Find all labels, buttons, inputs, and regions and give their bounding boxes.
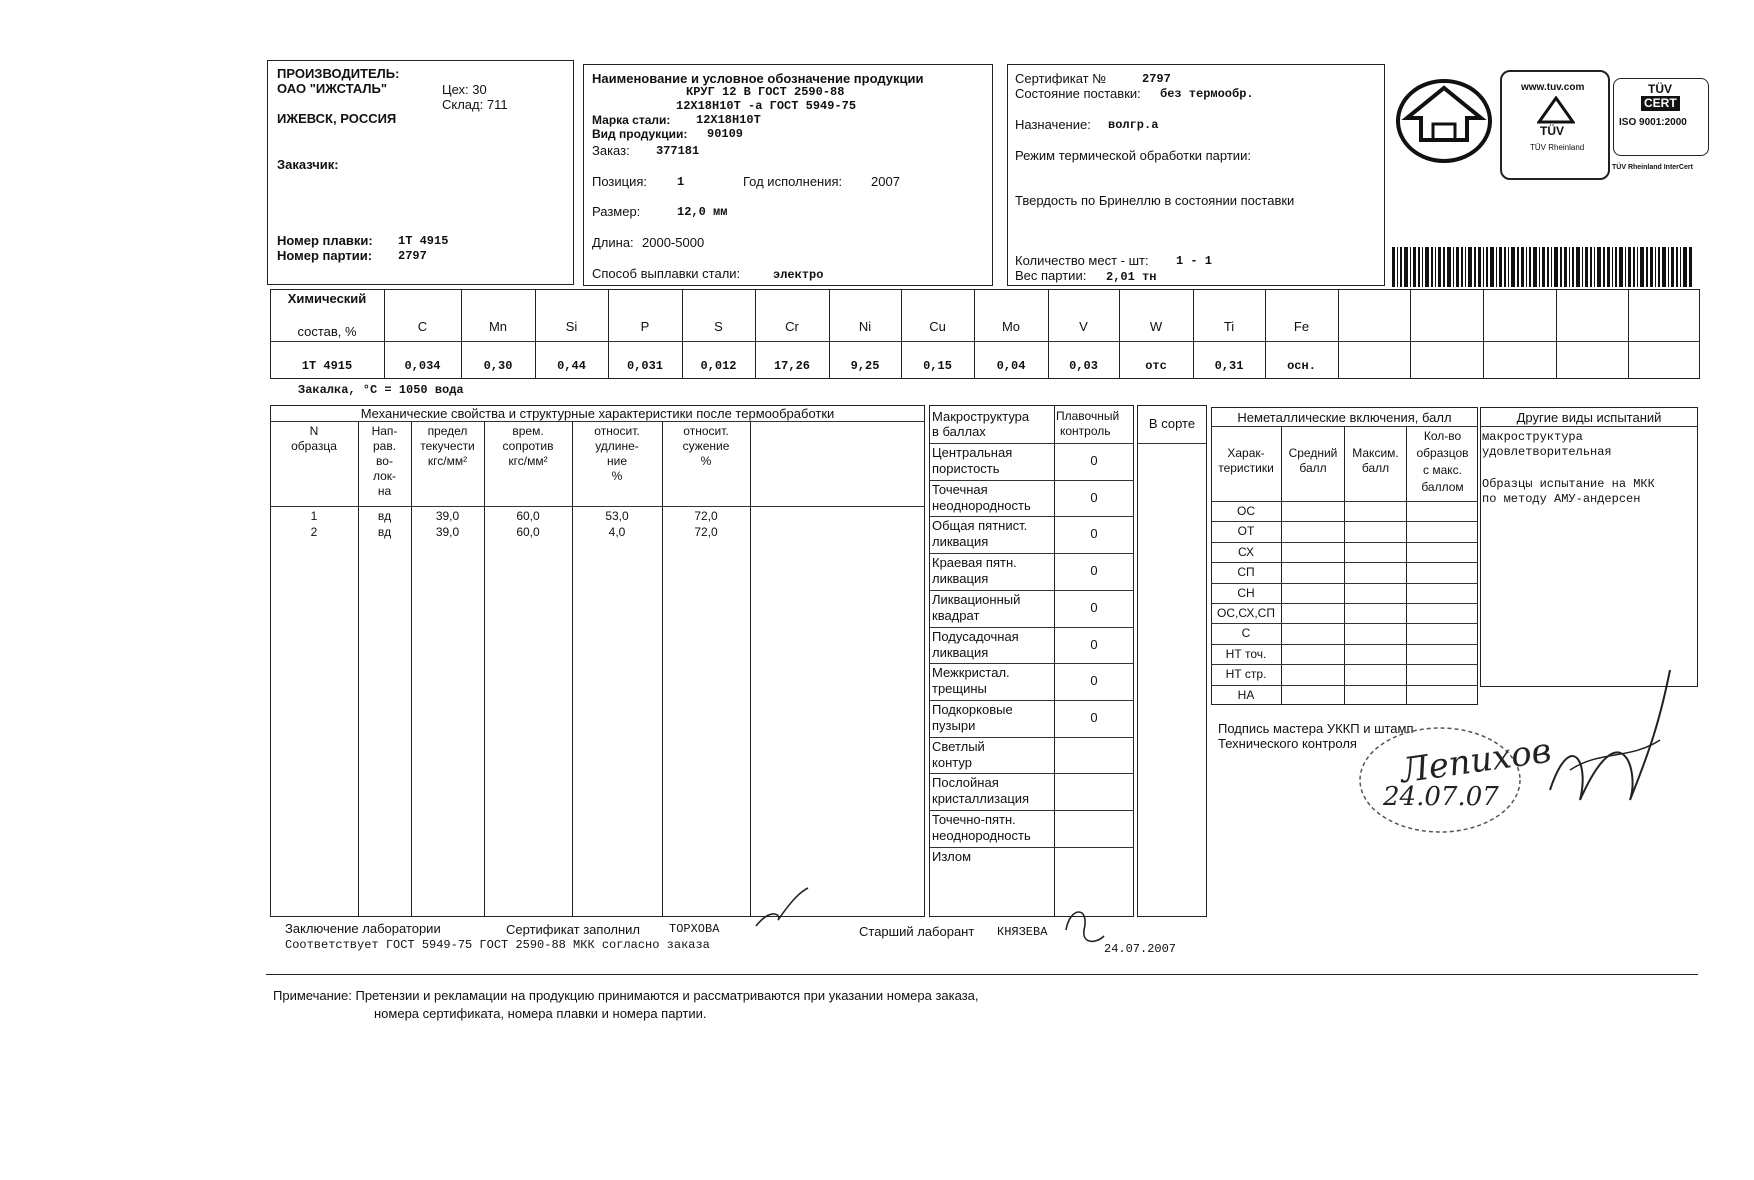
- macro-row: [929, 590, 1134, 627]
- size-label: Размер:: [592, 204, 641, 219]
- mech-header-cell: относит.: [683, 424, 729, 438]
- product-name-line2: 12Х18Н10Т -а ГОСТ 5949-75: [676, 99, 857, 113]
- nonmetal-row-label: ОТ: [1237, 524, 1255, 539]
- nonmetal-row-label: СХ: [1238, 544, 1254, 559]
- tuv-url: www.tuv.com: [1521, 82, 1585, 93]
- other-tests-line2: удовлетворительная: [1482, 445, 1612, 459]
- macro-row: [929, 480, 1134, 517]
- order-label: Заказ:: [592, 143, 630, 158]
- chem-element-value: 0,44: [557, 359, 586, 373]
- macro-row-value: 0: [1090, 489, 1098, 505]
- chem-header-line2: состав, %: [297, 324, 357, 339]
- length-value: 2000-5000: [642, 235, 705, 250]
- macro-row-label: Краевая пятн.: [932, 555, 1017, 571]
- cert-number-value: 2797: [1142, 72, 1171, 86]
- nonmetal-col3-l2: балл: [1361, 461, 1390, 475]
- mechanical-title: Механические свойства и структурные характеристики после термообработки: [360, 406, 835, 421]
- year-value: 2007: [871, 174, 900, 189]
- chem-element-header: C: [417, 319, 428, 334]
- melting-value: электро: [773, 268, 824, 282]
- macro-row-label: Точечная: [932, 481, 988, 497]
- macro-row-value: 0: [1090, 673, 1098, 689]
- batch-label: Номер партии:: [277, 248, 373, 263]
- grade-value: 12Х18Н10Т: [696, 113, 761, 127]
- iso-cert: CERT: [1641, 96, 1680, 111]
- lab-signature-icon: [752, 886, 812, 934]
- chem-element-value: 17,26: [773, 359, 810, 373]
- macro-row-value: 0: [1090, 453, 1098, 468]
- mech-value-cell: 72,0: [694, 509, 718, 523]
- mech-value-cell: вд: [377, 509, 392, 523]
- chem-element-value: 9,25: [850, 359, 880, 373]
- lab-filled-value: ТОРХОВА: [669, 922, 720, 936]
- purpose-value: волгр.а: [1108, 118, 1159, 132]
- chem-element-value: 0,30: [483, 359, 513, 373]
- mech-value-cell: 39,0: [435, 509, 460, 523]
- chem-element-header: Fe: [1293, 319, 1310, 334]
- tuv-name: TÜV: [1540, 124, 1564, 138]
- mech-value-cell: 1: [310, 509, 318, 523]
- melting-label: Способ выплавки стали:: [592, 266, 741, 281]
- nonmetal-col4-l3: с макс.: [1423, 463, 1462, 477]
- size-value: 12,0 мм: [677, 205, 728, 219]
- nonmetal-col2-l1: Средний: [1288, 446, 1338, 460]
- macro-row-value: 0: [1090, 599, 1098, 615]
- macro-header-col1-l1: Макроструктура: [932, 409, 1030, 424]
- mech-header-cell: лок-: [372, 469, 397, 483]
- mech-header-cell: Нап-: [371, 424, 398, 438]
- macro-row: [929, 516, 1134, 553]
- chem-element-header: Si: [565, 319, 578, 334]
- chem-element-header: W: [1149, 319, 1163, 334]
- macro-row-value: 0: [1090, 526, 1098, 542]
- batch-value: 2797: [398, 249, 427, 263]
- macro-row-label-2: ликвация: [932, 571, 989, 587]
- macro-row-label: Общая пятнист.: [932, 518, 1028, 534]
- macro-row: [929, 847, 1134, 884]
- position-value: 1: [677, 175, 685, 189]
- mech-header-cell: на: [377, 484, 392, 498]
- nonmetal-row-label: НА: [1237, 687, 1255, 702]
- other-tests-line4: по методу АМУ-андерсен: [1482, 492, 1641, 506]
- macro-row-label: Ликвационный: [932, 591, 1021, 607]
- chem-element-header: Mo: [1001, 319, 1021, 334]
- tuv-sub: TÜV Rheinland: [1530, 143, 1585, 152]
- senior-signature-icon: [1060, 900, 1110, 950]
- producer-company: ОАО "ИЖСТАЛЬ": [277, 81, 388, 96]
- mech-header-cell: образца: [291, 439, 337, 453]
- mech-header-cell: текучести: [420, 439, 475, 453]
- signature-date-handwritten: 24.07.07: [1383, 782, 1499, 812]
- mech-header-cell: %: [611, 469, 623, 483]
- nonmetal-col4-l4: баллом: [1421, 480, 1464, 494]
- delivery-value: без термообр.: [1160, 87, 1254, 101]
- lab-filled-label: Сертификат заполнил: [506, 922, 641, 937]
- macro-row: [929, 700, 1134, 737]
- macro-row: [929, 663, 1134, 700]
- chem-element-header: P: [640, 319, 650, 334]
- mech-header-cell: кгс/мм²: [508, 454, 548, 468]
- other-tests-line3: Образцы испытание на МКК: [1482, 477, 1655, 491]
- macro-row-label-2: пористость: [932, 461, 1000, 476]
- macro-row: [929, 627, 1134, 664]
- lab-conclusion-label: Заключение лаборатории: [285, 921, 441, 936]
- macro-row-label: Излом: [932, 848, 972, 864]
- heat-treatment-label: Режим термической обработки партии:: [1015, 148, 1251, 163]
- quench-text: Закалка, °С = 1050 вода: [298, 383, 464, 397]
- heat-value: 1Т 4915: [398, 234, 449, 248]
- product-type-label: Вид продукции:: [592, 127, 688, 141]
- mech-header-cell: рав.: [372, 439, 397, 453]
- macro-row-label-2: кристаллизация: [932, 791, 1030, 807]
- nonmetal-title: Неметаллические включения, балл: [1237, 410, 1452, 425]
- nonmetal-row-label: НТ точ.: [1225, 646, 1267, 661]
- izhstal-logo-icon: [1393, 78, 1495, 164]
- macro-header-col3: В сорте: [1148, 416, 1196, 431]
- signature-handwritten: Лепихов: [1397, 730, 1554, 792]
- cert-number-label: Сертификат №: [1015, 71, 1107, 86]
- chem-element-value: 0,034: [404, 359, 441, 373]
- iso-top: TÜV: [1648, 82, 1672, 96]
- mech-header-cell: относит.: [594, 424, 640, 438]
- nonmetal-col3-l1: Максим.: [1352, 446, 1399, 460]
- lab-senior-value: КНЯЗЕВА: [997, 925, 1048, 939]
- position-label: Позиция:: [592, 174, 648, 189]
- macro-row-label-2: трещины: [932, 681, 987, 697]
- nonmetal-col4-l1: Кол-во: [1423, 429, 1462, 443]
- macro-row-label: Центральная: [932, 445, 1013, 460]
- nonmetal-row-label: ОС: [1237, 504, 1255, 518]
- mech-header-cell: сужение: [682, 439, 730, 453]
- length-label: Длина:: [592, 235, 634, 250]
- macro-row-label-2: квадрат: [932, 607, 980, 623]
- mech-header-cell: во-: [376, 454, 393, 468]
- weight-label: Вес партии:: [1015, 268, 1087, 283]
- chem-element-value: отс: [1145, 359, 1167, 373]
- mech-header-cell: %: [700, 454, 712, 468]
- chem-element-header: Cu: [929, 319, 946, 334]
- mech-header-cell: сопротив: [502, 439, 554, 453]
- macro-row-label-2: ликвация: [932, 644, 989, 660]
- macro-header-col2-l2: контроль: [1060, 424, 1111, 438]
- mech-value-cell: 72,0: [694, 525, 718, 539]
- macro-header-col1-l2: в баллах: [932, 424, 986, 439]
- macro-row-label: Послойная: [932, 775, 999, 791]
- note-line1: Примечание: Претензии и рекламации на продукцию принимаются и рассматриваются при указании номера заказа,: [273, 988, 979, 1003]
- mech-header-cell: врем.: [512, 424, 544, 438]
- nonmetal-row-label: НТ стр.: [1225, 667, 1267, 682]
- macro-row: [929, 773, 1134, 810]
- nonmetal-row-label: ОС,СХ,СП: [1217, 606, 1275, 620]
- workshop: Цех: 30: [442, 82, 487, 97]
- lab-date: 24.07.2007: [1104, 942, 1177, 956]
- chem-element-value: 0,31: [1214, 359, 1244, 373]
- mech-header-cell: кгс/мм²: [427, 454, 468, 468]
- other-tests-title: Другие виды испытаний: [1516, 410, 1662, 425]
- macro-row-value: 0: [1090, 709, 1098, 725]
- macro-row: [929, 553, 1134, 590]
- year-label: Год исполнения:: [743, 174, 843, 189]
- macro-row: [929, 443, 1134, 480]
- in-grade-box: [1137, 405, 1207, 917]
- other-tests-line1: макроструктура: [1482, 430, 1583, 444]
- signature-label-1: Подпись мастера УККП и штамп: [1218, 721, 1414, 736]
- producer-city: ИЖЕВСК, РОССИЯ: [277, 111, 397, 126]
- chem-element-header: S: [714, 319, 723, 334]
- mech-value-cell: 4,0: [608, 525, 626, 539]
- macro-row: [929, 737, 1134, 774]
- heat-label: Номер плавки:: [277, 233, 373, 248]
- barcode: [1392, 247, 1694, 287]
- mech-value-cell: 60,0: [516, 525, 540, 539]
- macro-row-label: Светлый: [932, 738, 985, 754]
- warehouse: Склад: 711: [442, 97, 508, 112]
- product-type-value: 90109: [707, 127, 744, 141]
- places-label: Количество мест - шт:: [1015, 253, 1149, 268]
- mech-value-cell: вд: [377, 525, 392, 539]
- nonmetal-row-label: СП: [1237, 565, 1255, 580]
- nonmetal-row-label: С: [1241, 626, 1251, 641]
- nonmetal-row-label: СН: [1237, 585, 1255, 600]
- macro-row-label-2: контур: [932, 754, 972, 770]
- macro-row-label-2: неоднородность: [932, 497, 1031, 513]
- weight-value: 2,01 тн: [1106, 270, 1157, 284]
- macro-row-label: Подкорковые: [932, 701, 1013, 717]
- chem-element-header: V: [1079, 319, 1088, 334]
- tuv-triangle-icon: [1537, 96, 1575, 124]
- chem-element-value: 0,012: [700, 359, 737, 373]
- macro-row: [929, 810, 1134, 847]
- macro-row-label-2: ликвация: [932, 534, 989, 550]
- chem-element-value: 0,04: [996, 359, 1026, 373]
- delivery-label: Состояние поставки:: [1015, 86, 1141, 101]
- mech-value-cell: 39,0: [435, 525, 460, 539]
- macro-row-label-2: пузыри: [932, 717, 976, 733]
- nonmetal-col2-l2: балл: [1299, 461, 1327, 475]
- places-value: 1 - 1: [1176, 254, 1213, 268]
- iso-name: ISO 9001:2000: [1619, 117, 1687, 128]
- mech-header-cell: удлине-: [595, 439, 639, 453]
- chem-element-value: 0,03: [1069, 359, 1098, 373]
- mech-value-cell: 53,0: [605, 509, 629, 523]
- producer-label: ПРОИЗВОДИТЕЛЬ:: [277, 66, 400, 81]
- mech-header-cell: ние: [606, 454, 627, 468]
- order-value: 377181: [656, 144, 700, 158]
- macro-row-label: Межкристал.: [932, 665, 1010, 681]
- nonmetal-col1-l1: Харак-: [1227, 446, 1265, 460]
- purpose-label: Назначение:: [1015, 117, 1091, 132]
- chem-element-header: Mn: [488, 319, 508, 334]
- macro-header-col2-l1: Плавочный: [1056, 409, 1120, 423]
- signature-label-2: Технического контроля: [1218, 736, 1357, 751]
- nonmetal-col1-l2: теристики: [1218, 461, 1274, 475]
- macro-row-label: Точечно-пятн.: [932, 812, 1016, 827]
- mech-header-cell: предел: [427, 424, 468, 438]
- macro-row-label-2: неоднородность: [932, 828, 1031, 843]
- product-name-line1: КРУГ 12 В ГОСТ 2590-88: [686, 85, 845, 99]
- chem-header-line1: Химический: [287, 291, 367, 306]
- macro-row-value: 0: [1090, 563, 1098, 579]
- chem-heat: 1Т 4915: [301, 359, 353, 373]
- chem-element-value: осн.: [1287, 359, 1316, 373]
- grade-label: Марка стали:: [592, 113, 671, 127]
- nonmetal-col4-l2: образцов: [1416, 446, 1469, 460]
- mech-value-cell: 2: [310, 525, 318, 539]
- customer-label: Заказчик:: [277, 157, 339, 172]
- chem-element-value: 0,15: [923, 359, 952, 373]
- lab-conclusion-text: Соответствует ГОСТ 5949-75 ГОСТ 2590-88 МКК согласно заказа: [285, 938, 710, 952]
- macro-row-label: Подусадочная: [932, 628, 1019, 644]
- mech-header-cell: N: [309, 424, 319, 438]
- mech-value-cell: 60,0: [516, 509, 540, 523]
- note-line2: номера сертификата, номера плавки и номера партии.: [374, 1006, 707, 1021]
- lab-senior-label: Старший лаборант: [859, 924, 975, 939]
- chem-element-header: Cr: [785, 319, 799, 334]
- macro-row-value: 0: [1090, 636, 1098, 652]
- chem-element-value: 0,031: [626, 359, 663, 373]
- signature-scribble-icon: [1540, 650, 1680, 830]
- chem-element-header: Ni: [858, 319, 872, 334]
- product-name-label: Наименование и условное обозначение продукции: [592, 71, 924, 86]
- iso-sub: TÜV Rheinland InterCert: [1612, 164, 1693, 171]
- chem-element-header: Ti: [1223, 319, 1235, 334]
- hardness-label: Твердость по Бринеллю в состоянии поставки: [1015, 193, 1295, 208]
